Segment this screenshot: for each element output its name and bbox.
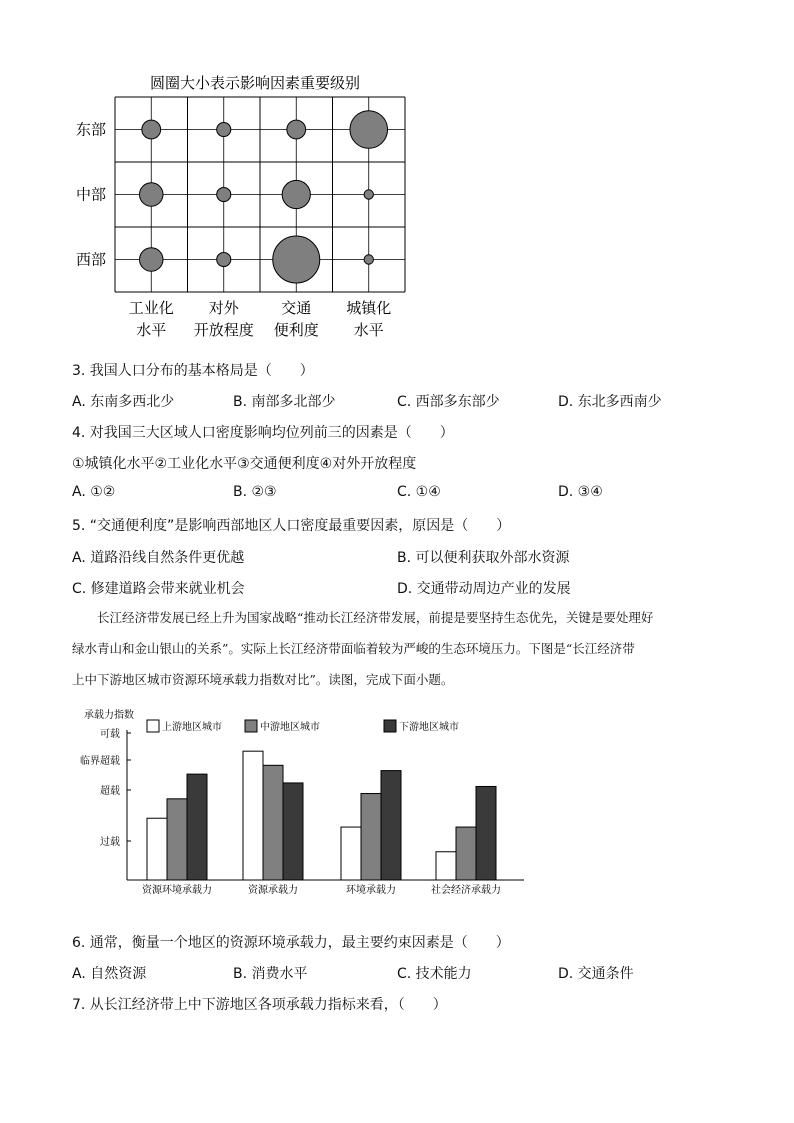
question-5-option-b[interactable]: B. 可以便利获取外部水资源 [397,550,570,566]
bar-legend-label: 下游地区城市 [399,722,459,733]
question-6-option-b[interactable]: B. 消费水平 [233,966,308,982]
bar-category-label: 环境承载力 [346,885,396,896]
bar-legend-swatch [384,720,396,732]
passage-line-2: 绿水青山和金山银山的关系”。实际上长江经济带面临着较为严峻的生态环境压力。下图是“长江经济带 [72,641,635,656]
bubble [350,111,388,149]
passage-line-1: 长江经济带发展已经上升为国家战略“推动长江经济带发展，前提是要坚持生态优先，关键是要处理好 [97,610,654,625]
bubble-row-label: 东部 [76,120,107,139]
question-6-option-a[interactable]: A. 自然资源 [72,966,147,982]
bar-y-level-label: 可载 [100,729,120,740]
bar-y-level-label: 临界超载 [80,756,120,767]
bar-category-label: 社会经济承载力 [431,885,501,896]
bubble-chart-title: 圆圈大小表示影响因素重要级别 [149,74,361,92]
bar [147,818,167,880]
bubble [217,187,231,201]
question-4-items: ①城镇化水平②工业化水平③交通便利度④对外开放程度 [72,456,417,472]
question-6-option-d[interactable]: D. 交通条件 [558,966,634,982]
question-3-option-b[interactable]: B. 南部多北部少 [233,394,336,410]
bubble-col-label-line1: 交通 [281,299,312,317]
bar-chart [72,702,532,902]
bubble [140,183,164,207]
bubble-col-label-line2: 开放程度 [193,321,254,339]
question-6-option-c[interactable]: C. 技术能力 [397,966,472,982]
bubble-row-label: 西部 [76,250,107,269]
bar [167,799,187,880]
bar-legend-swatch [147,720,159,732]
bar-legend-label: 中游地区城市 [260,722,320,733]
bubble [364,255,373,264]
question-3-option-c[interactable]: C. 西部多东部少 [397,394,500,410]
bubble [140,248,164,272]
bubble [287,120,306,139]
bar [456,827,476,880]
question-7-stem: 7. 从长江经济带上中下游地区各项承载力指标来看，（ ） [72,997,447,1013]
bubble-col-label-line1: 工业化 [128,299,174,317]
question-4-stem: 4. 对我国三大区域人口密度影响均位列前三的因素是（ ） [72,425,454,441]
bar [283,783,303,880]
bubble [217,252,231,266]
question-4-option-a[interactable]: A. ①② [72,484,116,500]
bubble-col-label-line1: 城镇化 [346,299,392,317]
question-5-option-d[interactable]: D. 交通带动周边产业的发展 [397,581,571,597]
question-5-stem: 5. “交通便利度”是影响西部地区人口密度最重要因素，原因是（ ） [72,518,511,534]
bubble-row-label: 中部 [76,185,107,204]
bar-category-label: 资源环境承载力 [142,885,212,896]
bubble-chart [60,65,430,345]
bar [361,794,381,880]
question-3-option-a[interactable]: A. 东南多西北少 [72,394,175,410]
bar-y-level-label: 超载 [100,786,120,797]
question-3-stem: 3. 我国人口分布的基本格局是（ ） [72,363,314,379]
question-3-option-d[interactable]: D. 东北多西南少 [558,394,662,410]
question-4-option-b[interactable]: B. ②③ [233,484,277,500]
bubble [217,122,231,136]
question-4-option-d[interactable]: D. ③④ [558,484,603,500]
bar-chart-ylabel: 承载力指数 [84,710,134,721]
bar [243,751,263,880]
passage-line-3: 上中下游地区城市资源环境承载力指数对比”。读图，完成下面小题。 [72,672,454,687]
bar-legend-label: 上游地区城市 [162,722,222,733]
question-5-option-a[interactable]: A. 道路沿线自然条件更优越 [72,550,245,566]
bubble [282,180,310,208]
bar-category-label: 资源承载力 [248,885,298,896]
bar [263,765,283,880]
bubble-col-label-line1: 对外 [208,299,239,317]
bar [187,774,207,880]
bar [381,771,401,880]
bubble [273,236,320,283]
bar-y-level-label: 过载 [100,837,120,848]
question-5-option-c[interactable]: C. 修建道路会带来就业机会 [72,581,245,597]
bubble [142,120,161,139]
bar [341,827,361,880]
bar [476,786,496,880]
bubble-col-label-line2: 水平 [136,321,167,339]
bar [436,852,456,880]
bubble-col-label-line2: 水平 [353,321,384,339]
bubble [364,190,373,199]
reading-passage [72,602,722,695]
bubble-col-label-line2: 便利度 [273,321,319,339]
question-6-stem: 6. 通常，衡量一个地区的资源环境承载力，最主要约束因素是（ ） [72,935,510,951]
question-4-option-c[interactable]: C. ①④ [397,484,441,500]
bar-legend-swatch [245,720,257,732]
